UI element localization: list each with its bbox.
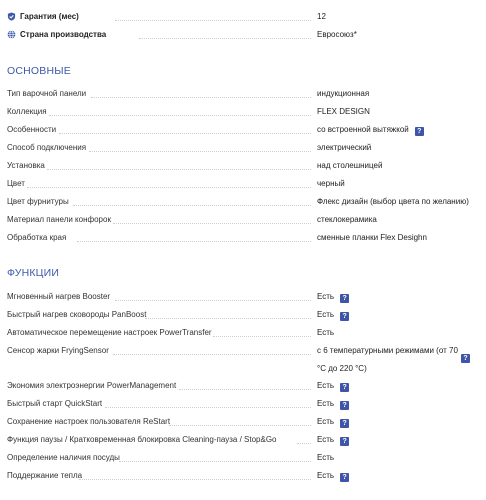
spec-row-warranty bbox=[7, 12, 479, 26]
leader-dots bbox=[89, 151, 311, 152]
spec-value bbox=[317, 471, 349, 482]
spec-value-text: Есть bbox=[317, 310, 335, 319]
spec-label: Сохранение настроек пользователя ReStart bbox=[7, 417, 171, 426]
spec-value-text: Есть bbox=[317, 399, 335, 408]
spec-label: Экономия электроэнергии PowerManagement bbox=[7, 381, 177, 390]
spec-row bbox=[7, 310, 479, 324]
spec-row bbox=[7, 179, 479, 193]
spec-row bbox=[7, 399, 479, 413]
spec-label: Сенсор жарки FryingSensor bbox=[7, 346, 109, 355]
spec-row bbox=[7, 89, 479, 103]
leader-dots bbox=[145, 318, 311, 319]
spec-value bbox=[317, 381, 349, 392]
leader-dots bbox=[91, 97, 311, 98]
leader-dots bbox=[59, 133, 311, 134]
leader-dots bbox=[49, 115, 311, 116]
spec-row bbox=[7, 381, 479, 395]
spec-value: Флекс дизайн (выбор цвета по желанию) bbox=[317, 197, 469, 206]
spec-value: 12 bbox=[317, 12, 326, 21]
section-title-main: ОСНОВНЫЕ bbox=[7, 65, 71, 77]
spec-value-text: со встроенной вытяжкой bbox=[317, 125, 409, 134]
spec-row bbox=[7, 107, 479, 121]
spec-value: индукционная bbox=[317, 89, 370, 98]
leader-dots bbox=[105, 407, 311, 408]
spec-row bbox=[7, 125, 479, 139]
spec-label: Материал панели конфорок bbox=[7, 215, 111, 224]
spec-label: Особенности bbox=[7, 125, 57, 134]
spec-label: Быстрый нагрев сковороды PanBoost bbox=[7, 310, 147, 319]
spec-label: Коллекция bbox=[7, 107, 47, 116]
spec-value: над столешницей bbox=[317, 161, 383, 170]
help-icon[interactable]: ? bbox=[340, 383, 349, 392]
help-icon[interactable]: ? bbox=[415, 127, 424, 136]
spec-row bbox=[7, 233, 479, 247]
spec-row-country bbox=[7, 30, 479, 44]
spec-label: Функция паузы / Кратковременная блокировка Cleaning-пауза / Stop&Go bbox=[7, 435, 277, 444]
leader-dots bbox=[119, 461, 311, 462]
spec-row bbox=[7, 328, 479, 342]
help-icon[interactable]: ? bbox=[340, 437, 349, 446]
leader-dots bbox=[77, 241, 311, 242]
spec-value bbox=[317, 292, 349, 303]
spec-label: Мгновенный нагрев Booster bbox=[7, 292, 111, 301]
leader-dots bbox=[27, 187, 311, 188]
spec-row bbox=[7, 453, 479, 467]
leader-dots bbox=[179, 389, 311, 390]
leader-dots bbox=[139, 38, 311, 39]
spec-value bbox=[317, 417, 349, 428]
spec-value bbox=[317, 399, 349, 410]
spec-label: Поддержание тепла bbox=[7, 471, 83, 480]
spec-row bbox=[7, 346, 479, 360]
spec-value: электрический bbox=[317, 143, 372, 152]
leader-dots bbox=[113, 354, 311, 355]
spec-label: Быстрый старт QuickStart bbox=[7, 399, 103, 408]
spec-label: Определение наличия посуды bbox=[7, 453, 120, 462]
spec-row bbox=[7, 292, 479, 306]
leader-dots bbox=[297, 443, 311, 444]
spec-value: Евросоюз* bbox=[317, 30, 357, 39]
spec-value-text: Есть bbox=[317, 417, 335, 426]
spec-value: °C до 220 °C) bbox=[317, 364, 367, 373]
spec-value bbox=[317, 310, 349, 321]
spec-row bbox=[7, 417, 479, 431]
help-icon[interactable]: ? bbox=[340, 401, 349, 410]
spec-value-text: Есть bbox=[317, 435, 335, 444]
spec-value: сменные планки Flex Desighn bbox=[317, 233, 427, 242]
leader-dots bbox=[79, 479, 311, 480]
help-icon[interactable]: ? bbox=[340, 312, 349, 321]
spec-label: Установка bbox=[7, 161, 45, 170]
spec-value: черный bbox=[317, 179, 345, 188]
spec-value: стеклокерамика bbox=[317, 215, 377, 224]
help-icon[interactable]: ? bbox=[461, 354, 470, 363]
leader-dots bbox=[115, 300, 311, 301]
spec-row-cont bbox=[7, 364, 479, 378]
spec-value: Есть bbox=[317, 453, 335, 462]
spec-label: Тип варочной панели bbox=[7, 89, 87, 98]
spec-label: Цвет фурнитуры bbox=[7, 197, 69, 206]
spec-value: с 6 температурными режимами (от 70 bbox=[317, 346, 458, 355]
leader-dots bbox=[73, 205, 311, 206]
section-title-functions: ФУНКЦИИ bbox=[7, 267, 60, 279]
spec-label: Цвет bbox=[7, 179, 25, 188]
help-icon[interactable]: ? bbox=[340, 419, 349, 428]
spec-label: Автоматическое перемещение настроек PowerTransfer bbox=[7, 328, 212, 337]
spec-label: Обработка края bbox=[7, 233, 67, 242]
spec-value: Есть bbox=[317, 328, 335, 337]
leader-dots bbox=[113, 223, 311, 224]
spec-value-text: Есть bbox=[317, 381, 335, 390]
spec-row bbox=[7, 471, 479, 485]
spec-row bbox=[7, 143, 479, 157]
leader-dots bbox=[115, 20, 311, 21]
help-icon[interactable]: ? bbox=[340, 473, 349, 482]
spec-label: Страна производства bbox=[20, 30, 107, 39]
spec-value-text: Есть bbox=[317, 292, 335, 301]
leader-dots bbox=[169, 425, 311, 426]
spec-label: Способ подключения bbox=[7, 143, 87, 152]
spec-value bbox=[317, 125, 424, 136]
leader-dots bbox=[213, 336, 311, 337]
spec-row bbox=[7, 435, 479, 449]
spec-row bbox=[7, 161, 479, 175]
spec-label: Гарантия (мес) bbox=[20, 12, 79, 21]
spec-value: FLEX DESIGN bbox=[317, 107, 370, 116]
spec-row bbox=[7, 215, 479, 229]
spec-row bbox=[7, 197, 479, 211]
spec-value bbox=[317, 435, 349, 446]
spec-value-text: Есть bbox=[317, 471, 335, 480]
leader-dots bbox=[47, 169, 311, 170]
help-icon[interactable]: ? bbox=[340, 294, 349, 303]
